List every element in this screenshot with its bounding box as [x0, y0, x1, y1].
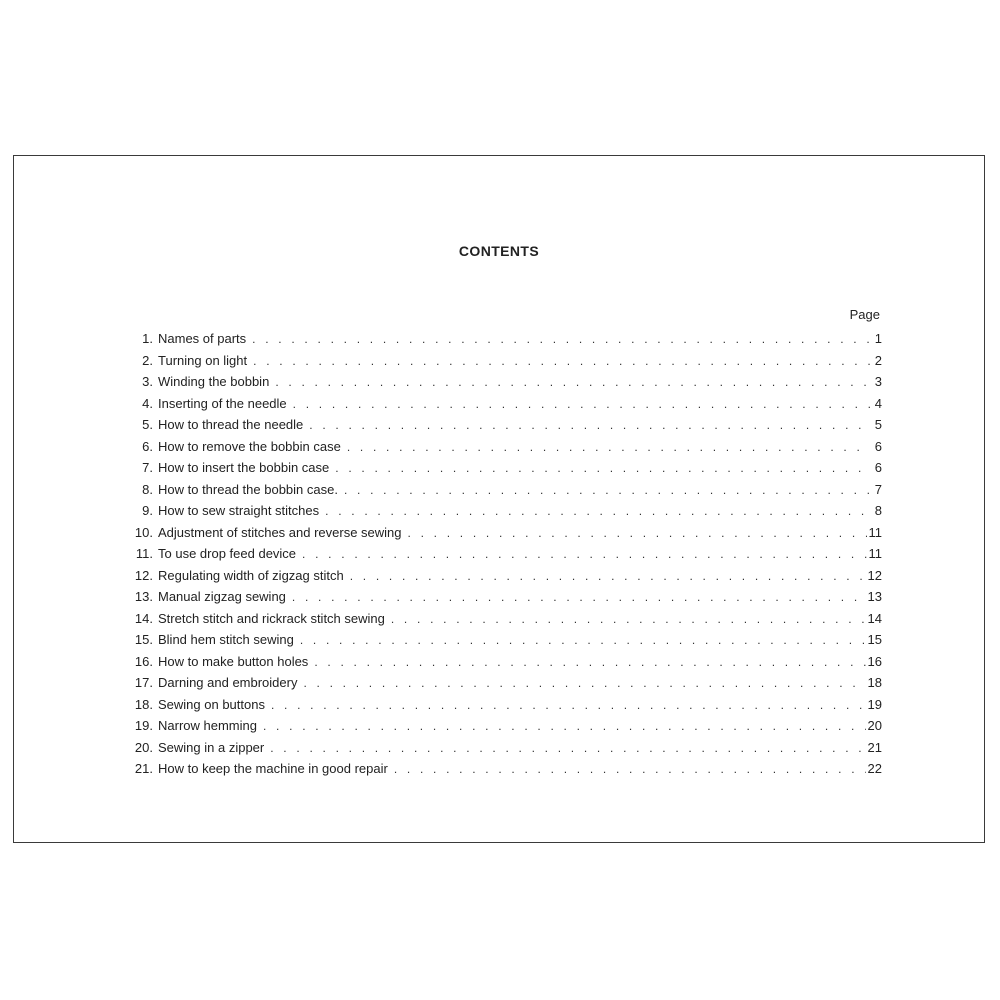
dot-leader: [293, 397, 870, 411]
dot-leader: [271, 698, 866, 712]
toc-entry-page: 6: [874, 438, 882, 454]
toc-entry-page: 3: [874, 374, 882, 389]
toc-entry-page: 5: [874, 417, 882, 432]
dot-leader: [300, 633, 866, 647]
dot-leader: [302, 547, 866, 561]
toc-entry-title: Adjustment of stitches and reverse sewing: [158, 524, 402, 540]
toc-entry: [127, 396, 882, 418]
toc-entry-number: 6.: [142, 438, 153, 454]
contents-title: CONTENTS: [458, 243, 540, 259]
toc-entry-number: 2.: [142, 352, 153, 368]
toc-entry-number: 7.: [142, 460, 153, 475]
dot-leader: [325, 504, 870, 518]
dot-leader: [270, 741, 865, 755]
toc-entry-number: 11.: [135, 546, 153, 561]
toc-entry-page: 12: [867, 567, 882, 583]
dot-leader: [263, 719, 866, 733]
toc-entry-page: 11: [868, 524, 882, 540]
toc-entry-number: 21.: [134, 761, 153, 776]
toc-entry-title: How to thread the needle: [158, 417, 304, 432]
toc-entry-title: How to remove the bobbin case: [158, 438, 341, 454]
dot-leader: [252, 332, 870, 346]
toc-entry-number: 16.: [134, 653, 153, 669]
toc-entry: [127, 460, 882, 482]
toc-entry: [127, 546, 882, 568]
toc-entry-page: 7: [874, 481, 882, 497]
toc-entry-title: Regulating width of zigzag stitch: [158, 567, 344, 583]
toc-entry-page: 13: [867, 589, 882, 604]
toc-entry-page: 8: [874, 503, 882, 518]
dot-leader: [391, 612, 866, 626]
toc-entry: [127, 632, 882, 654]
toc-entry-title: Blind hem stitch sewing: [158, 632, 294, 647]
toc-entry-title: Turning on light: [158, 352, 248, 368]
document-page: [13, 155, 985, 843]
toc-entry-title: Names of parts: [158, 331, 247, 346]
toc-entry-number: 20.: [134, 739, 153, 755]
toc-entry-title: Darning and embroidery: [158, 675, 298, 690]
toc-entry: [127, 503, 882, 525]
toc-entry-page: 15: [867, 632, 882, 647]
toc-entry: [127, 675, 882, 697]
toc-entry-page: 21: [867, 739, 882, 755]
toc-entry-title: Sewing in a zipper: [158, 739, 265, 755]
toc-entry: [127, 331, 882, 353]
table-of-contents: [127, 331, 882, 783]
toc-entry-number: 14.: [134, 610, 153, 626]
toc-entry: [127, 525, 882, 547]
toc-entry-number: 17.: [134, 675, 153, 690]
dot-leader: [309, 418, 870, 432]
toc-entry-title: Narrow hemming: [158, 718, 257, 733]
toc-entry-number: 15.: [134, 632, 153, 647]
toc-entry-number: 4.: [142, 395, 153, 411]
toc-entry: [127, 611, 882, 633]
dot-leader: [347, 440, 870, 454]
toc-entry-title: How to sew straight stitches: [158, 503, 320, 518]
toc-entry: [127, 697, 882, 719]
toc-entry-title: How to thread the bobbin case.: [158, 481, 338, 497]
toc-entry-number: 19.: [134, 718, 153, 733]
toc-entry-title: Inserting of the needle: [158, 395, 287, 411]
toc-entry-number: 3.: [142, 374, 153, 389]
toc-entry-number: 18.: [134, 696, 153, 712]
toc-entry-title: Winding the bobbin: [158, 374, 270, 389]
toc-entry-number: 1.: [142, 331, 153, 346]
toc-entry: [127, 654, 882, 676]
toc-entry: [127, 417, 882, 439]
toc-entry: [127, 568, 882, 590]
toc-entry: [127, 740, 882, 762]
toc-entry-number: 12.: [134, 567, 153, 583]
toc-entry-number: 5.: [142, 417, 153, 432]
toc-entry-page: 1: [874, 331, 882, 346]
toc-entry: [127, 589, 882, 611]
toc-entry: [127, 353, 882, 375]
toc-entry-title: To use drop feed device: [158, 546, 297, 561]
toc-entry-number: 13.: [134, 589, 153, 604]
toc-entry-page: 4: [874, 395, 882, 411]
toc-entry-title: How to make button holes: [158, 653, 309, 669]
toc-entry-page: 18: [867, 675, 882, 690]
toc-entry-page: 2: [874, 352, 882, 368]
toc-entry-page: 20: [867, 718, 882, 733]
toc-entry-title: Sewing on buttons: [158, 696, 265, 712]
toc-entry-page: 19: [867, 696, 882, 712]
toc-entry: [127, 374, 882, 396]
toc-entry-page: 22: [867, 761, 882, 776]
toc-entry-number: 9.: [142, 503, 153, 518]
dot-leader: [303, 676, 865, 690]
toc-entry-title: How to keep the machine in good repair: [158, 761, 388, 776]
toc-entry-number: 8.: [142, 481, 153, 497]
page-column-label: Page: [849, 307, 880, 322]
toc-entry-number: 10.: [134, 524, 153, 540]
dot-leader: [253, 354, 870, 368]
dot-leader: [408, 526, 867, 540]
toc-entry-page: 16: [867, 653, 882, 669]
toc-entry-page: 6: [874, 460, 882, 475]
toc-entry-page: 11: [868, 546, 882, 561]
dot-leader: [350, 569, 866, 583]
toc-entry-title: Manual zigzag sewing: [158, 589, 286, 604]
toc-entry: [127, 761, 882, 783]
dot-leader: [314, 655, 865, 669]
dot-leader: [335, 461, 870, 475]
toc-entry: [127, 482, 882, 504]
toc-entry-title: Stretch stitch and rickrack stitch sewing: [158, 610, 385, 626]
dot-leader: [275, 375, 870, 389]
toc-entry: [127, 718, 882, 740]
toc-entry: [127, 439, 882, 461]
toc-entry-title: How to insert the bobbin case: [158, 460, 330, 475]
dot-leader: [344, 483, 870, 497]
toc-entry-page: 14: [867, 610, 882, 626]
dot-leader: [394, 762, 866, 776]
dot-leader: [292, 590, 866, 604]
